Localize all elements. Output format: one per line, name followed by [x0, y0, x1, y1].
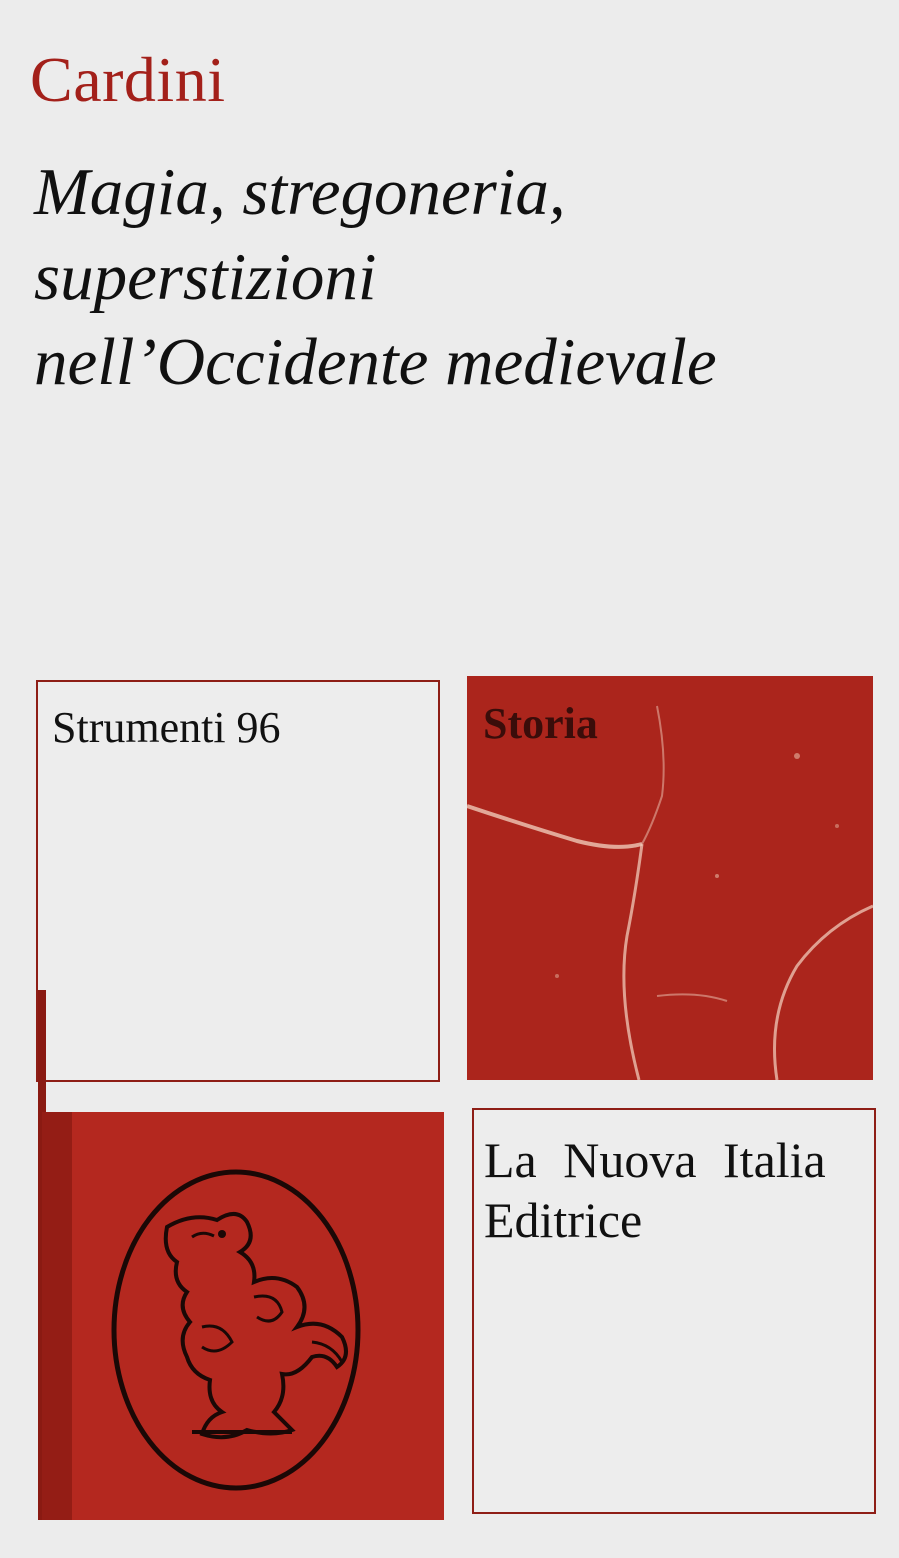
subject-label: Storia — [483, 699, 598, 748]
series-panel — [36, 680, 440, 1082]
title-line: Magia, stregoneria, — [34, 155, 566, 229]
publisher-name — [484, 1130, 826, 1250]
series-label: Strumenti 96 — [52, 703, 281, 752]
publisher-line: Editrice — [484, 1192, 643, 1248]
emblem-panel — [42, 1112, 444, 1520]
book-title — [34, 150, 874, 405]
publisher-line: La Nuova Italia — [484, 1132, 826, 1188]
rampant-beast-seal-icon — [42, 1112, 444, 1520]
title-line: superstizioni — [34, 240, 377, 314]
publisher-panel — [472, 1108, 876, 1514]
subject-panel — [467, 676, 873, 1080]
title-line: nell’Occidente medievale — [34, 325, 717, 399]
author-name: Cardini — [30, 44, 226, 115]
